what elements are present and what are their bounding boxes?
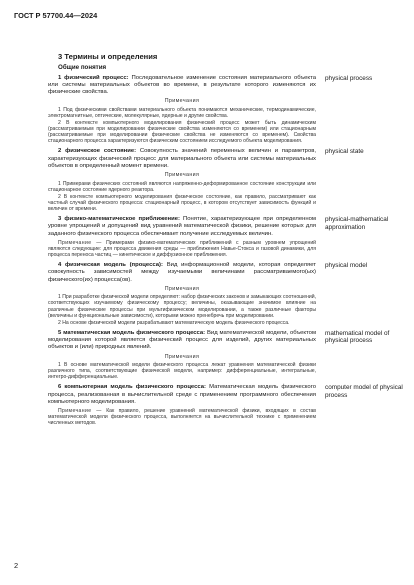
note-item: 1 При разработке физической модели определяют: набор физических законов и замыкающих соотношений, соответствующих изучаемому физическому процессу; величины, оказывающие значимое влияние на различные физические процессы при мультифизическом моделировании, а также различные факторы (величины и функциональные зависимости), которыми можно пренебречь при моделировании. [48, 294, 316, 319]
term-english-equivalent: physical process [325, 74, 373, 82]
term-english-equivalent: physical-mathematical approximation [325, 216, 389, 231]
note-inline-label: Примечание — [58, 408, 102, 415]
notes-label: Примечания [164, 172, 200, 179]
term-definition: Вид математической модели, объектом моделирования которой является физический процесс для изделий, других материальных объектов и (или) природных явлений. [48, 329, 317, 351]
term-definition-paragraph [48, 330, 316, 352]
section-title: 3 Термины и определения [58, 52, 158, 61]
note-inline [48, 408, 316, 426]
term-title: 4 физическая модель (процесса): [58, 262, 163, 269]
note-inline-text: Как правило, решение уравнений математической физики, входящих в состав математической модели физического процесса, выполняется на вычислительной технике с применением численных методов. [48, 408, 316, 427]
note-inline-text: Примерами физико-математических приближений с разным уровнем упрощений являются следующие: для процесса движения среды — приближения Навье-Стокса и газовой динамики, для процесса переноса частиц — кинетическое и диффузионное приближения. [48, 239, 317, 259]
term-definition: Понятие, характеризующее при определенном уровне упрощений и допущений вид уравнений математической физики, решение которых для заданного физического процесса обеспечивает получение исследуемых величин. [48, 216, 316, 237]
term-definition-paragraph [48, 75, 316, 97]
term-english-equivalent: computer model of physical process [325, 384, 403, 399]
note-item: 1 Примерами физических состояний являются напряженно-деформированное состояние конструкции или стационарное состояние ядерного реактора. [48, 180, 316, 193]
terms-section [48, 52, 403, 430]
term-definition: Вид информационной модели, которая определяет совокупность зависимостей между изучаемыми величинами рассматриваемого(ых) физического(их) процесса(ов). [48, 262, 316, 283]
term-title: 2 физическое состояние: [58, 148, 137, 155]
term-entry [48, 148, 364, 212]
note-item: 1 Под физическими свойствами материального объекта понимаются механические, термодинамические, электромагнитные, оптические, молекулярные, ядерные и другие свойства. [48, 106, 316, 119]
term-title: 5 математическая модель физического процесса: [58, 329, 206, 336]
note-item: 2 На основе физической модели разрабатывают математическую модель физического процесса. [58, 319, 290, 326]
term-definition: Совокупность значений переменных величин и параметров, характеризующих физический процесс для материального объекта или системы материальных объектов в определенный момент времени. [48, 148, 316, 169]
term-definition: Последовательное изменение состояния материального объекта или системы материальных объектов во времени, в результате которого изменяются их физические свойства. [48, 74, 316, 96]
subsection-title: Общие понятия [58, 64, 107, 72]
term-title: 6 компьютерная модель физического процесса: [58, 384, 206, 391]
standard-header: ГОСТ Р 57700.44—2024 [14, 11, 98, 20]
term-english-equivalent: physical model [325, 262, 368, 270]
page-number: 2 [14, 561, 19, 570]
notes-label: Примечания [164, 98, 200, 105]
term-entry [48, 216, 389, 259]
term-entry [48, 329, 390, 381]
term-definition: Математическая модель физического процесса, реализованная в вычислительной среде с применением программного обеспечения компьютерного моделирования. [48, 384, 316, 405]
term-english-equivalent: mathematical model of physical process [325, 329, 390, 345]
term-definition-paragraph [48, 384, 316, 406]
term-title: 1 физический процесс: [58, 74, 129, 81]
notes-label: Примечания [164, 353, 200, 360]
term-english-equivalent: physical state [325, 148, 364, 156]
term-entry [48, 262, 368, 326]
term-definition-paragraph [48, 148, 316, 170]
term-definition-paragraph [48, 262, 316, 284]
note-inline [48, 240, 316, 258]
note-item: 2 В контексте компьютерного моделирования физическое состояние, как правило, рассматривают как частный случай физического процесса: стационарный процесс, в котором отсутствует зависимость функций и величин от времени. [48, 193, 316, 212]
term-entry [48, 384, 403, 427]
term-title: 3 физико-математическое приближение: [58, 216, 180, 222]
note-inline-label: Примечание — [58, 239, 102, 246]
note-item: 2 В контексте компьютерного моделирования физический процесс может быть динамическим (рассматриваемым при моделировании физические свойства изменяются со временем) или стационарным (рассматриваемые при моделировании физические свойства не изменяются со временем). Свойства стационарного процесса характеризуются физическим состоянием исследуемого объекта моделирования. [48, 119, 316, 145]
note-item: 1 В основе математической модели физического процесса лежат уравнения математической физики различного типа, соответствующие физической модели, например: дифференциальные, интегральные, интегро-дифференциальные. [48, 362, 316, 381]
notes-label: Примечания [164, 286, 200, 293]
term-definition-paragraph [48, 216, 316, 238]
term-entry [48, 74, 373, 145]
